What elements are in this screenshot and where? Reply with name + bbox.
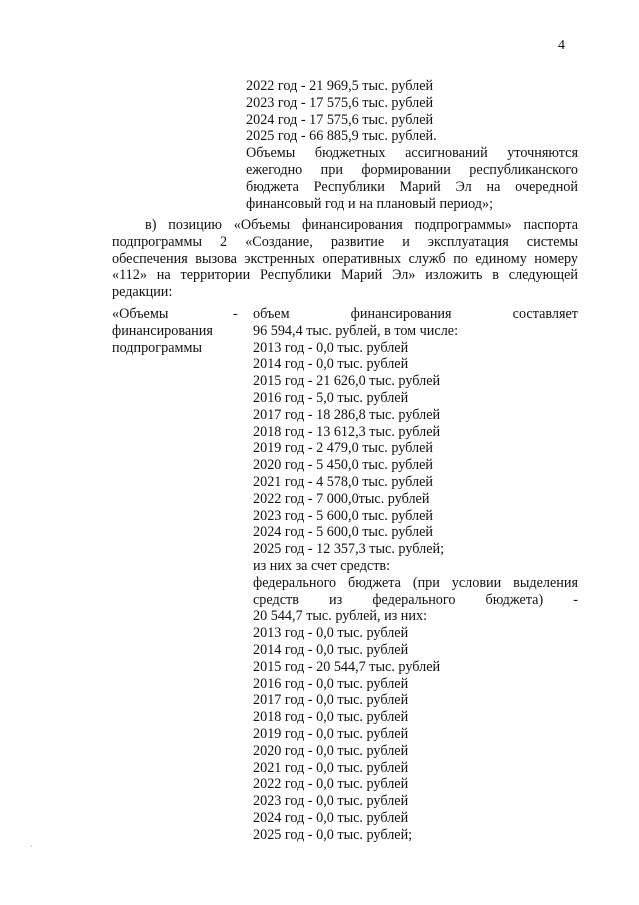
- label-line: финансирования: [112, 322, 213, 339]
- value-line: 2025 год - 0,0 тыс. рублей;: [253, 826, 413, 843]
- value-line: 2023 год - 5 600,0 тыс. рублей: [253, 507, 433, 524]
- funding-label-column: [112, 306, 244, 356]
- label-dash: -: [233, 306, 238, 322]
- value-line: 2013 год - 0,0 тыс. рублей: [253, 339, 409, 356]
- value-line: 2013 год - 0,0 тыс. рублей: [253, 625, 409, 642]
- funding-value-column: [253, 306, 578, 844]
- value-line: 2017 год - 0,0 тыс. рублей: [253, 692, 409, 709]
- text-line: 2025 год - 66 885,9 тыс. рублей.: [246, 128, 437, 145]
- text-line: 2023 год - 17 575,6 тыс. рублей: [246, 94, 434, 111]
- paragraph-line: редакции:: [112, 284, 173, 301]
- label-line: «Объемы: [112, 306, 169, 322]
- value-line: 2016 год - 0,0 тыс. рублей: [253, 675, 409, 692]
- value-line: 2020 год - 5 450,0 тыс. рублей: [253, 457, 433, 474]
- paragraph-line: «112» на территории Республики Марий Эл» изложить в следующей: [112, 267, 578, 284]
- value-line: 2014 год - 0,0 тыс. рублей: [253, 356, 409, 373]
- page-number: 4: [558, 38, 565, 53]
- funding-continuation-block: [246, 78, 578, 212]
- paragraph-line: подпрограммы 2 «Создание, развитие и эксплуатация системы: [112, 233, 578, 250]
- value-line: 2015 год - 21 626,0 тыс. рублей: [253, 373, 441, 390]
- text-line: финансовый год и на плановый период»;: [246, 195, 494, 212]
- label-line: подпрограммы: [112, 339, 202, 356]
- value-line: 2024 год - 5 600,0 тыс. рублей: [253, 524, 433, 541]
- scan-speck: [30, 845, 32, 847]
- text-line: бюджета Республики Марий Эл на очередной: [246, 178, 578, 195]
- value-line: объем финансирования составляет: [253, 306, 578, 322]
- text-line: Объемы бюджетных ассигнований уточняются: [246, 145, 578, 162]
- value-line: 2019 год - 0,0 тыс. рублей: [253, 725, 409, 742]
- text-line: 2024 год - 17 575,6 тыс. рублей: [246, 111, 434, 128]
- text-line: 2022 год - 21 969,5 тыс. рублей: [246, 78, 434, 94]
- value-line: федерального бюджета (при условии выделения: [253, 574, 578, 591]
- value-line: 2025 год - 12 357,3 тыс. рублей;: [253, 541, 445, 558]
- text-line: ежегодно при формировании республиканского: [246, 161, 578, 178]
- value-line: 2024 год - 0,0 тыс. рублей: [253, 809, 409, 826]
- value-line: 2021 год - 4 578,0 тыс. рублей: [253, 473, 433, 490]
- value-line: 2014 год - 0,0 тыс. рублей: [253, 641, 409, 658]
- value-line: 2022 год - 7 000,0тыс. рублей: [253, 490, 430, 507]
- value-line: 2018 год - 0,0 тыс. рублей: [253, 709, 409, 726]
- value-line: 2017 год - 18 286,8 тыс. рублей: [253, 406, 441, 423]
- value-line: средств из федерального бюджета) -: [253, 591, 578, 608]
- amendment-paragraph: [112, 217, 578, 301]
- value-line: 2016 год - 5,0 тыс. рублей: [253, 389, 409, 406]
- value-line: 2023 год - 0,0 тыс. рублей: [253, 793, 409, 810]
- value-line: 96 594,4 тыс. рублей, в том числе:: [253, 322, 459, 339]
- value-line: 2022 год - 0,0 тыс. рублей: [253, 776, 409, 793]
- value-line: 2019 год - 2 479,0 тыс. рублей: [253, 440, 433, 457]
- value-line: 2015 год - 20 544,7 тыс. рублей: [253, 658, 441, 675]
- value-line: 2021 год - 0,0 тыс. рублей: [253, 759, 409, 776]
- paragraph-line: обеспечения вызова экстренных оперативных служб по единому номеру: [112, 250, 578, 267]
- value-line: 20 544,7 тыс. рублей, из них:: [253, 608, 428, 625]
- value-line: из них за счет средств:: [253, 557, 391, 574]
- value-line: 2020 год - 0,0 тыс. рублей: [253, 742, 409, 759]
- paragraph-line: в) позицию «Объемы финансирования подпрограммы» паспорта: [145, 217, 578, 233]
- value-line: 2018 год - 13 612,3 тыс. рублей: [253, 423, 441, 440]
